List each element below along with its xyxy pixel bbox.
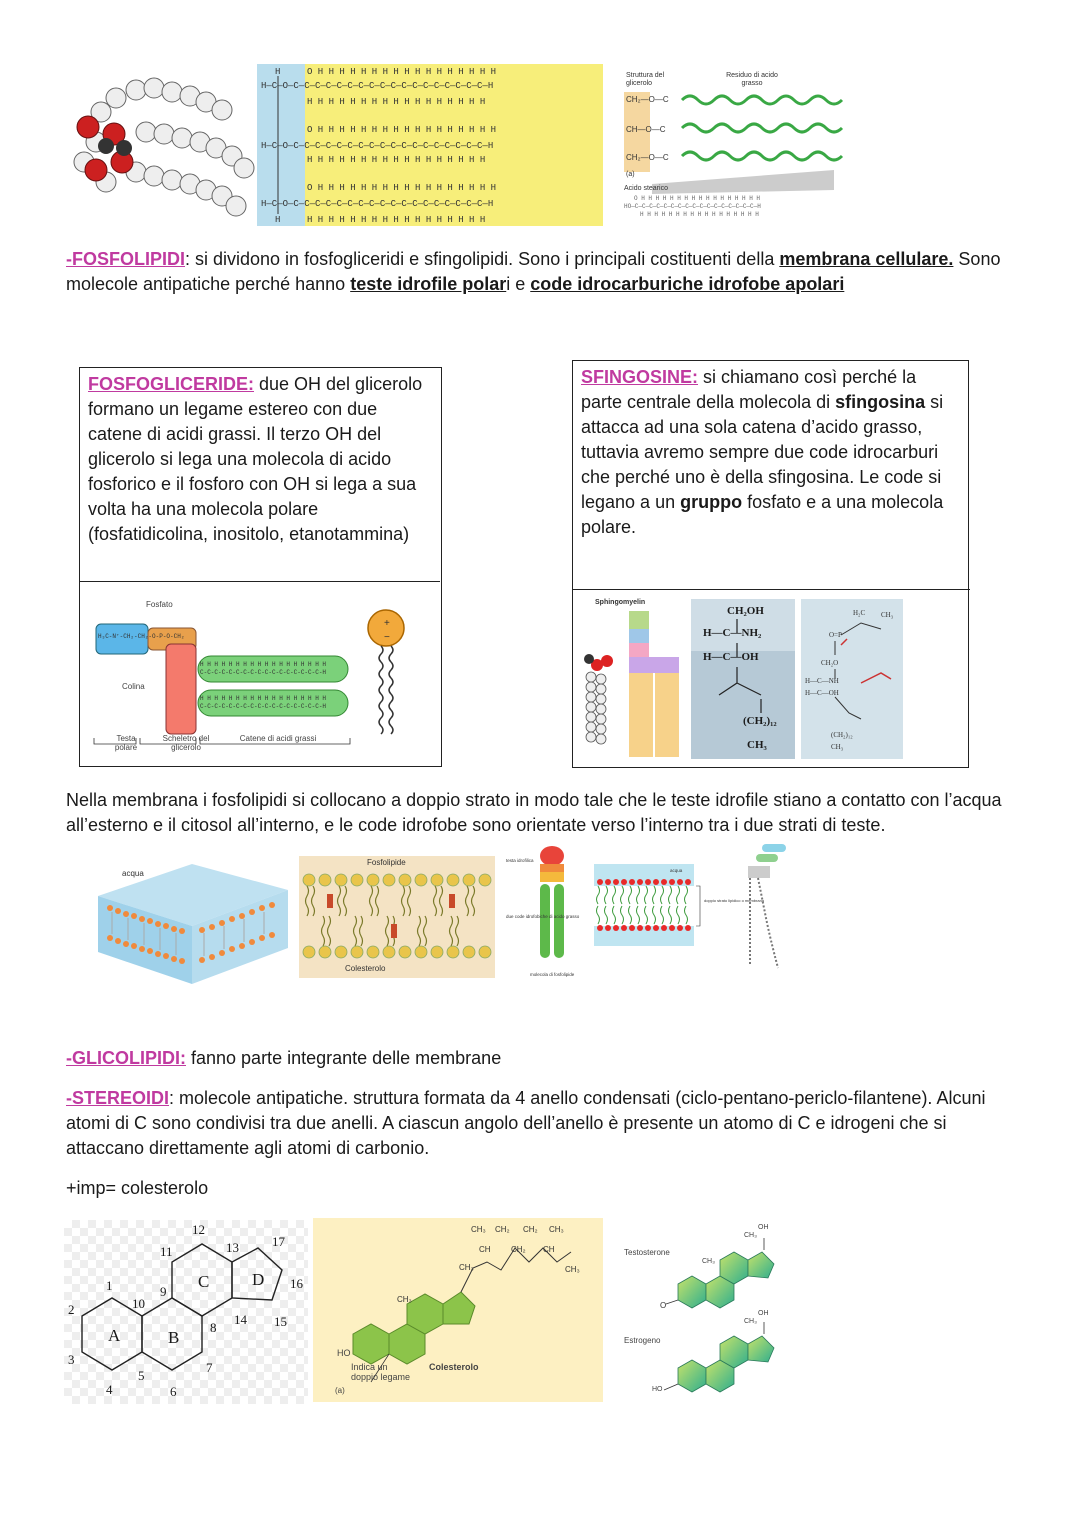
svg-text:O H H H H H H H H H: O H H H H H H H H H H H H H H H H H bbox=[307, 183, 497, 193]
triglyceride-space-filling-model bbox=[66, 72, 256, 222]
oh-label: H—C—OH bbox=[703, 651, 759, 663]
carbon-9: 9 bbox=[160, 1284, 167, 1299]
svg-text:−: − bbox=[384, 632, 390, 643]
estrogeno-ho: HO bbox=[652, 1386, 663, 1393]
svg-text:CH₂: CH₂ bbox=[511, 1245, 526, 1254]
fosfolipidi-text-2: Sono molecole antipatiche perché hanno bbox=[66, 249, 1001, 294]
svg-text:CH₃: CH₃ bbox=[471, 1225, 486, 1234]
carbon-11: 11 bbox=[160, 1244, 173, 1259]
nh2-label: H—C—NH₂ bbox=[703, 627, 762, 639]
ring-a-label: A bbox=[108, 1326, 121, 1345]
svg-text:CH: CH bbox=[543, 1245, 555, 1254]
carbon-17: 17 bbox=[272, 1234, 285, 1249]
ceramide-formula bbox=[801, 599, 903, 759]
cholesterol-panel-label: (a) bbox=[335, 1386, 345, 1395]
carbon-15: 15 bbox=[274, 1314, 287, 1329]
svg-text:HO—C—C—C—C—C—C—C—C—C—C—C—C—C—C: HO—C—C—C—C—C—C—C—C—C—C—C—C—C—C—C—C—C—H bbox=[624, 203, 761, 210]
svg-text:C-C-C-C-C-C-C-C-C-C-C-C-C-C-C-: C-C-C-C-C-C-C-C-C-C-C-C-C-C-C-C-C-H bbox=[200, 669, 327, 676]
fosfogliceride-body: due OH del glicerolo formano un legame estereo con due catene di acidi grassi. Il terzo OH del glicerolo si lega una molecola di acido fosforico e il fosforo con OH si lega a sua volta ha una molecola polare (fosfatidicolina, inositolo, etanotammina) bbox=[88, 374, 423, 544]
svg-text:O H H H H H H H H H: O H H H H H H H H H H H H H H H H H bbox=[307, 125, 497, 135]
svg-text:H—C—O—C—C—C—C—C—C—C—C—C—C—C—C—: H—C—O—C—C—C—C—C—C—C—C—C—C—C—C—C—C—C—C—C—C—H bbox=[261, 141, 494, 151]
colina-label: Colina bbox=[122, 682, 145, 691]
svg-text:H H H H H H H H H H H H H H H: H H H H H H H H H H H H H H H H H H bbox=[200, 695, 327, 702]
carbon-1: 1 bbox=[106, 1278, 113, 1293]
phospholipid-molecule-diagram bbox=[504, 844, 592, 980]
carbon-3: 3 bbox=[68, 1352, 75, 1367]
carbon-13: 13 bbox=[226, 1240, 239, 1255]
double-bond-note: Indica un doppio legame bbox=[351, 1362, 411, 1382]
ring-c-label: C bbox=[198, 1272, 210, 1291]
fosfogliceride-divider bbox=[80, 581, 440, 582]
estrogeno-ch3: CH₃ bbox=[744, 1318, 757, 1325]
steroid-skeleton-figure bbox=[64, 1220, 308, 1404]
membrane-paragraph: Nella membrana i fosfolipidi si collocano a doppio strato in modo tale che le teste idrofile stiano a contatto con l’acqua all’esterno e il citosol all’interno, e le code idrofobe sono orientate verso l’interno tra i due strati di teste. bbox=[66, 790, 1002, 835]
fosfogliceride-text bbox=[88, 372, 433, 547]
testosterone-label: Testosterone bbox=[624, 1248, 670, 1257]
molecola-fosfolipide-label: molecola di fosfolipide bbox=[530, 972, 575, 977]
carbon-4: 4 bbox=[106, 1382, 113, 1397]
fosfolipidi-title: -FOSFOLIPIDI bbox=[66, 249, 185, 269]
membrane-3d-illustration bbox=[92, 860, 290, 988]
fosfolipidi-bold-3: code idrocarburiche idrofobe apolari bbox=[530, 274, 845, 294]
svg-text:O=P: O=P bbox=[829, 631, 842, 639]
svg-text:O: O bbox=[660, 1301, 667, 1310]
testosterone-oh: OH bbox=[758, 1224, 769, 1231]
svg-text:H₂C: H₂C bbox=[853, 609, 866, 617]
testosterone-ch3-b: CH₃ bbox=[702, 1258, 715, 1265]
sfingosine-text-2: si attacca ad una sola catena d’acido grasso, tuttavia avremo sempre due code idrocarburi che perché uno è della sfingosina. Le code si legano a un bbox=[581, 392, 944, 512]
svg-text:H H H H H H H H H H: H H H H H H H H H H H H H H H H H bbox=[307, 155, 486, 165]
svg-text:H: H bbox=[275, 215, 281, 225]
stereoidi-text: : molecole antipatiche. struttura formata da 4 anello condensati (ciclo-pentano-periclo-filantene). Alcuni atomi di C sono condivisi tra due anelli. A ciascun angolo dell’anello è presente un atomo di C e idrogeni che si attaccano direttamente agli atomi di carbonio. bbox=[66, 1088, 986, 1158]
glicolipidi-text: fanno parte integrante delle membrane bbox=[186, 1048, 502, 1068]
svg-text:CH₂—O—C: CH₂—O—C bbox=[626, 95, 669, 104]
svg-text:O H H H H H H H H H: O H H H H H H H H H H H H H H H H H bbox=[307, 67, 497, 77]
sfingosine-text bbox=[581, 365, 961, 540]
testa-idrofila-label: testa idrofilica bbox=[506, 858, 534, 863]
sfingosine-title: SFINGOSINE: bbox=[581, 367, 699, 387]
svg-text:H: H bbox=[275, 67, 281, 77]
doppio-strato-label: doppio strato lipidico o membrana bbox=[704, 898, 765, 903]
fosfolipide-label: Fosfolipide bbox=[367, 858, 406, 867]
fosfogliceride-box bbox=[79, 367, 442, 767]
glycerol-schematic bbox=[622, 70, 844, 220]
imp-colesterolo: +imp= colesterolo bbox=[66, 1178, 209, 1198]
svg-text:H—C—OH: H—C—OH bbox=[805, 689, 839, 697]
svg-text:H₃C-N⁺-CH₂-CH₂-O-P-O-CH₂: H₃C-N⁺-CH₂-CH₂-O-P-O-CH₂ bbox=[98, 633, 185, 640]
svg-text:H H H H H H H H H H: H H H H H H H H H H H H H H H H H bbox=[307, 215, 486, 225]
svg-text:H—C—NH: H—C—NH bbox=[805, 677, 839, 685]
phospholipid-diagram bbox=[88, 598, 433, 758]
sphingomyelin-figure bbox=[577, 595, 687, 761]
scheletro-label: Scheletro del glicerolo bbox=[162, 734, 210, 752]
svg-text:H H H H H H H H H H H H H H H: H H H H H H H H H H H H H H H H H H bbox=[200, 661, 327, 668]
svg-text:+: + bbox=[384, 618, 390, 629]
fosfolipidi-text-3: i e bbox=[506, 274, 531, 294]
hormones-figure bbox=[620, 1218, 784, 1402]
stereoidi-paragraph bbox=[66, 1086, 1016, 1161]
carbon-2: 2 bbox=[68, 1302, 75, 1317]
sphingomyelin-label: Sphingomyelin bbox=[595, 599, 646, 606]
sfingosine-text-1: si chiamano così perché la parte centrale della molecola di bbox=[581, 367, 917, 412]
triglyceride-structural-formula bbox=[257, 64, 603, 226]
svg-text:CH₃: CH₃ bbox=[831, 743, 844, 751]
acqua-label: acqua bbox=[122, 869, 144, 878]
fosfolipidi-paragraph bbox=[66, 247, 1016, 297]
svg-text:O H H H H H H H H H H H H H H: O H H H H H H H H H H H H H H H H H bbox=[634, 195, 761, 202]
sfingosine-bold-1: sfingosina bbox=[835, 392, 926, 412]
svg-text:C-C-C-C-C-C-C-C-C-C-C-C-C-C-C-: C-C-C-C-C-C-C-C-C-C-C-C-C-C-C-C-C-H bbox=[200, 703, 327, 710]
carbon-6: 6 bbox=[170, 1384, 177, 1399]
fosfato-label: Fosfato bbox=[146, 600, 173, 609]
carbon-5: 5 bbox=[138, 1368, 145, 1383]
svg-text:CH₃: CH₃ bbox=[881, 611, 894, 619]
sfingosine-box bbox=[572, 360, 969, 768]
carbon-14: 14 bbox=[234, 1312, 247, 1327]
catene-label: Catene di acidi grassi bbox=[239, 734, 317, 743]
phospholipid-sketch bbox=[740, 842, 790, 976]
testosterone-ch3: CH₃ bbox=[744, 1232, 757, 1239]
svg-text:H H H H H H H H H H: H H H H H H H H H H H H H H H H H bbox=[307, 97, 486, 107]
svg-text:H—C—O—C—C—C—C—C—C—C—C—C—C—C—C—: H—C—O—C—C—C—C—C—C—C—C—C—C—C—C—C—C—C—C—C—C—H bbox=[261, 81, 494, 91]
ring-b-label: B bbox=[168, 1328, 180, 1347]
svg-text:H—C—O—C—C—C—C—C—C—C—C—C—C—C—C—: H—C—O—C—C—C—C—C—C—C—C—C—C—C—C—C—C—C—C—C—C—H bbox=[261, 199, 494, 209]
svg-text:CH—O—C: CH—O—C bbox=[626, 125, 666, 134]
stearic-acid-label: Acido stearico bbox=[624, 185, 668, 192]
estrogeno-label: Estrogeno bbox=[624, 1336, 661, 1345]
bilayer-schematic bbox=[594, 860, 765, 950]
sfingosine-divider bbox=[573, 589, 970, 590]
fatty-acid-residue-label: Residuo di acido grasso bbox=[726, 72, 778, 87]
sfingosine-text-3: fosfato e a una molecola polare. bbox=[581, 492, 944, 537]
sphingosine-formula bbox=[691, 599, 795, 759]
glycerol-structure-label: Struttura del glicerolo bbox=[626, 72, 665, 87]
panel-a-label: (a) bbox=[626, 171, 635, 178]
ring-d-label: D bbox=[252, 1270, 265, 1289]
svg-text:CH₂—O—C: CH₂—O—C bbox=[626, 153, 669, 162]
estrogeno-oh: OH bbox=[758, 1310, 769, 1317]
ch2-12-label: (CH₂)₁₂ bbox=[743, 715, 777, 727]
carbon-12: 12 bbox=[192, 1222, 205, 1237]
testa-polare-label: Testa polare bbox=[114, 734, 138, 752]
fosfogliceride-title: FOSFOGLICERIDE: bbox=[88, 374, 254, 394]
acqua-label-2: acqua bbox=[670, 868, 683, 873]
fosfolipidi-bold-1: membrana cellulare. bbox=[779, 249, 954, 269]
ch2oh-label: CH₂OH bbox=[727, 605, 764, 617]
due-code-label: due code idrofobiche di acido grasso bbox=[506, 914, 580, 919]
svg-text:CH₂: CH₂ bbox=[523, 1225, 538, 1234]
cholesterol-name-label: Colesterolo bbox=[429, 1362, 479, 1372]
carbon-10: 10 bbox=[132, 1296, 145, 1311]
sfingosine-bold-2: gruppo bbox=[680, 492, 743, 512]
ch3-label: CH₃ bbox=[747, 739, 767, 751]
svg-text:CH: CH bbox=[479, 1245, 491, 1254]
cholesterol-figure bbox=[313, 1218, 603, 1402]
svg-text:CH₃: CH₃ bbox=[565, 1265, 580, 1274]
svg-text:CH₃: CH₃ bbox=[397, 1295, 412, 1304]
svg-text:(CH₂)₁₂: (CH₂)₁₂ bbox=[831, 731, 853, 739]
svg-text:CH₂O: CH₂O bbox=[821, 659, 839, 667]
carbon-7: 7 bbox=[206, 1360, 213, 1375]
fosfolipidi-bold-2: teste idrofile polar bbox=[350, 274, 507, 294]
svg-text:H H H H H H H H H H H H H H H: H H H H H H H H H H H H H H H H H bbox=[640, 211, 759, 218]
carbon-8: 8 bbox=[210, 1320, 217, 1335]
carbon-16: 16 bbox=[290, 1276, 303, 1291]
glicolipidi-paragraph bbox=[66, 1046, 1016, 1071]
glicolipidi-title: -GLICOLIPIDI: bbox=[66, 1048, 186, 1068]
colesterolo-label: Colesterolo bbox=[345, 964, 386, 973]
cholesterol-ho-label: HO bbox=[337, 1348, 351, 1358]
stereoidi-title: -STEREOIDI bbox=[66, 1088, 170, 1108]
svg-text:CH₃: CH₃ bbox=[459, 1263, 474, 1272]
svg-text:CH₃: CH₃ bbox=[549, 1225, 564, 1234]
svg-text:CH₂: CH₂ bbox=[495, 1225, 510, 1234]
fosfolipidi-text-1: : si dividono in fosfogliceridi e sfingolipidi. Sono i principali costituenti della bbox=[185, 249, 780, 269]
bilayer-cholesterol-figure bbox=[299, 856, 495, 978]
